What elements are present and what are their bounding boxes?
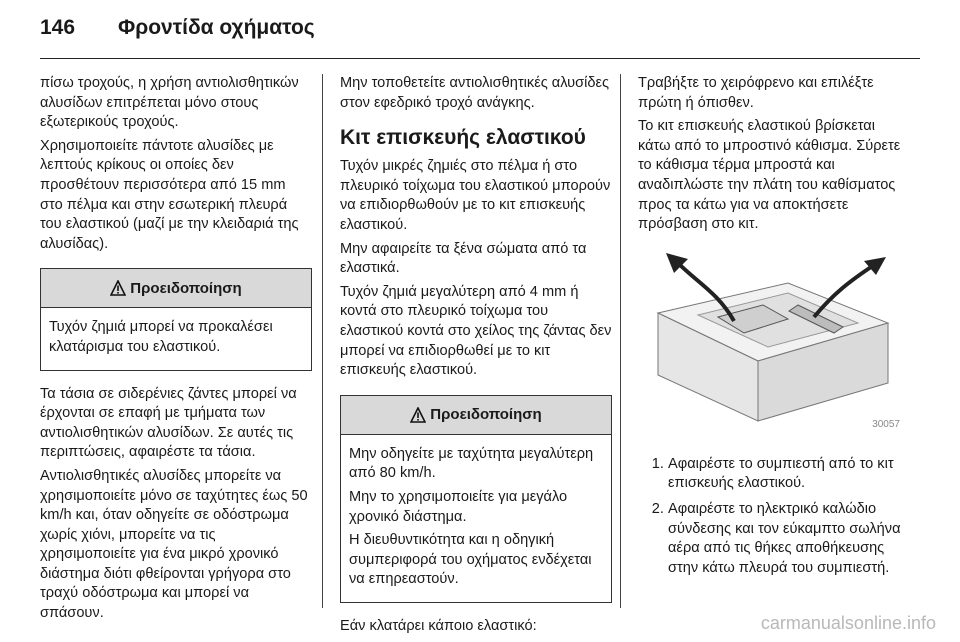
- page-title: Φροντίδα οχήματος: [118, 16, 315, 39]
- warning-title: Προειδοποίηση: [430, 405, 542, 423]
- header-rule: [40, 58, 920, 59]
- warning-text: Η διευθυντικότητα και η οδηγική συμπεριφορά του οχήματος ενδέχεται να επηρεαστούν.: [349, 532, 592, 588]
- paragraph: Τυχόν μικρές ζημιές στο πέλμα ή στο πλευρικό τοίχωμα του ελαστικού μπορούν να επιδιορθωθούν με το κιτ επισκευής ελαστικού.: [340, 158, 611, 233]
- column-3: [638, 74, 906, 584]
- paragraph: Εάν κλατάρει κάποιο ελαστικό:: [340, 617, 537, 634]
- paragraph: Τραβήξτε το χειρόφρενο και επιλέξτε πρώτη ή όπισθεν.: [638, 75, 874, 111]
- paragraph: Μην αφαιρείτε τα ξένα σώματα από τα ελαστικά.: [340, 240, 587, 277]
- list-item: 1. Αφαιρέστε το συμπιεστή από το κιτ επισκευής ελαστικού.: [668, 455, 906, 494]
- paragraph: Το κιτ επισκευής ελαστικού βρίσκεται κάτω από το μπροστινό κάθισμα. Σύρετε το κάθισμα τέρμα μπροστά και αναδιπλώστε την πλάτη του καθίσματος προς τα κάτω για να αποκτήσετε πρόσβαση στο κιτ.: [638, 118, 901, 233]
- warning-box: [40, 268, 312, 370]
- warning-text: Τυχόν ζημιά μπορεί να προκαλέσει κλατάρισμα του ελαστικού.: [49, 319, 273, 355]
- paragraph: πίσω τροχούς, η χρήση αντιολισθητικών αλυσίδων επιτρέπεται μόνο στους εξωτερικούς τροχούς.: [40, 75, 299, 131]
- paragraph: Μην τοποθετείτε αντιολισθητικές αλυσίδες στον εφεδρικό τροχό ανάγκης.: [340, 75, 610, 111]
- warning-triangle-icon: [110, 280, 126, 296]
- page-number: 146: [40, 16, 76, 39]
- warning-header: [341, 396, 611, 435]
- warning-text: Μην το χρησιμοποιείτε για μεγάλο χρονικό διάστημα.: [349, 488, 568, 525]
- paragraph: Αντιολισθητικές αλυσίδες μπορείτε να χρησιμοποιείτε μόνο σε ταχύτητες έως 50 km/h και, όταν οδηγείτε σε οδόστρωμα χωρίς χιόνι, μπορείτε να τις χρησιμοποιείτε για ένα μικρό χρονικό διάστημα διότι φθείρονται γρήγορα στο τραχύ οδόστρωμα και μπορεί να σπάσουν.: [40, 467, 308, 622]
- watermark: carmanualsonline.info: [760, 613, 936, 633]
- steps-list: [638, 455, 906, 579]
- list-item: 2. Αφαιρέστε το ηλεκτρικό καλώδιο σύνδεσης και τον εύκαμπτο σωλήνα αέρα από τις θήκες αποθήκευσης στην κάτω πλευρά του συμπιεστή.: [668, 500, 906, 578]
- warning-header: [41, 269, 311, 308]
- warning-title: Προειδοποίηση: [130, 279, 242, 297]
- column-1: [40, 74, 312, 628]
- column-2: [340, 74, 612, 640]
- paragraph: Χρησιμοποιείτε πάντοτε αλυσίδες με λεπτούς κρίκους οι οποίες δεν προσθέτουν περισσότερα από 15 mm στο πέλμα και στην εσωτερική πλευρά του ελαστικού (μαζί με την κλειδαριά της αλυσίδας).: [40, 137, 299, 252]
- paragraph: Τα τάσια σε σιδερένιες ζάντες μπορεί να έρχονται σε επαφή με τμήματα των αντιολισθητικών αλυσίδων. Σε αυτές τις περιπτώσεις, αφαιρέστε τα τάσια.: [40, 385, 297, 461]
- figure-id: 30057: [872, 419, 900, 431]
- column-divider: [620, 74, 621, 608]
- section-title: Κιτ επισκευής ελαστικού: [340, 126, 586, 150]
- repair-kit-drawing: [638, 243, 906, 437]
- column-divider: [322, 74, 323, 608]
- tyre-repair-kit-illustration: [638, 243, 906, 437]
- warning-triangle-icon: [410, 407, 426, 423]
- warning-box: [340, 395, 612, 603]
- page-header: [0, 0, 960, 58]
- paragraph: Τυχόν ζημιά μεγαλύτερη από 4 mm ή κοντά στο πλευρικό τοίχωμα του ελαστικού κοντά στο χείλος της ζάντας δεν μπορεί να επιδιορθωθεί με το κιτ επισκευής ελαστικού.: [340, 283, 612, 379]
- warning-text: Μην οδηγείτε με ταχύτητα μεγαλύτερη από 80 km/h.: [349, 445, 594, 482]
